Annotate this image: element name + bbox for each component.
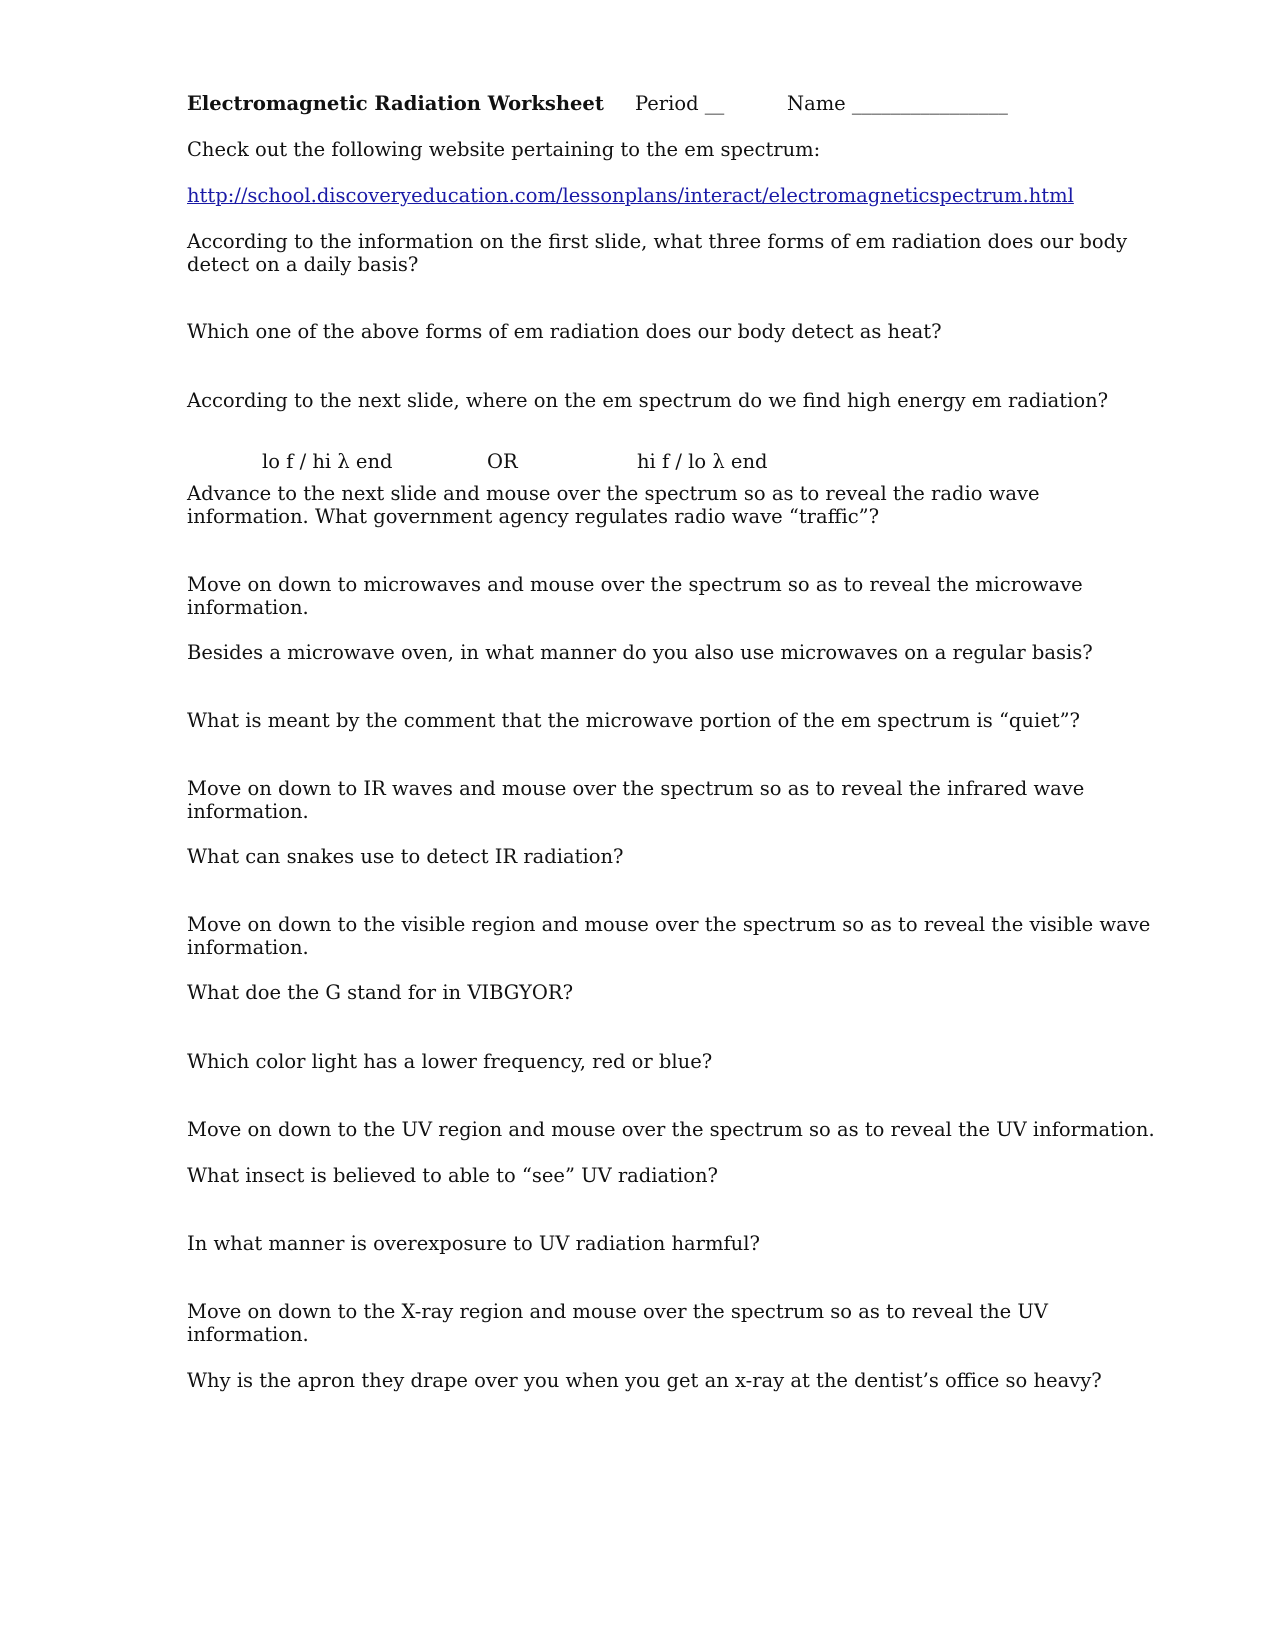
infrared-instruction-line-1: Move on down to IR waves and mouse over the spectrum so as to reveal the infrared wave — [187, 777, 1085, 800]
question-12: Why is the apron they drape over you when you get an x-ray at the dentist’s office so heavy? — [187, 1369, 1102, 1392]
microwave-instruction-line-2: information. — [187, 596, 309, 619]
question-11: In what manner is overexposure to UV radiation harmful? — [187, 1232, 760, 1255]
worksheet-header — [187, 92, 1087, 118]
intro-text: Check out the following website pertaining to the em spectrum: — [187, 138, 821, 161]
question-2: Which one of the above forms of em radiation does our body detect as heat? — [187, 320, 942, 343]
question-4-line-1: Advance to the next slide and mouse over the spectrum so as to reveal the radio wave — [187, 482, 1040, 505]
microwave-instruction-line-1: Move on down to microwaves and mouse over the spectrum so as to reveal the microwave — [187, 573, 1083, 596]
question-4-line-2: information. What government agency regulates radio wave “traffic”? — [187, 505, 880, 528]
uv-instruction: Move on down to the UV region and mouse over the spectrum so as to reveal the UV information. — [187, 1118, 1155, 1141]
choice-low-frequency: lo f / hi λ end — [262, 450, 393, 473]
question-6: What is meant by the comment that the microwave portion of the em spectrum is “quiet”? — [187, 709, 1081, 732]
visible-instruction-line-2: information. — [187, 936, 309, 959]
question-9: Which color light has a lower frequency, red or blue? — [187, 1050, 713, 1073]
spectrum-website-link[interactable]: http://school.discoveryeducation.com/lessonplans/interact/electromagneticspectrum.html — [187, 184, 1074, 207]
choice-high-frequency: hi f / lo λ end — [637, 450, 768, 473]
xray-instruction-line-1: Move on down to the X-ray region and mouse over the spectrum so as to reveal the UV — [187, 1300, 1048, 1323]
period-field: Period __ — [635, 92, 725, 115]
question-1-line-2: detect on a daily basis? — [187, 253, 419, 276]
choice-or: OR — [487, 450, 518, 473]
question-8: What doe the G stand for in VIBGYOR? — [187, 981, 574, 1004]
name-field: Name ________________ — [787, 92, 1008, 115]
question-10: What insect is believed to able to “see” UV radiation? — [187, 1164, 718, 1187]
question-7: What can snakes use to detect IR radiation? — [187, 845, 624, 868]
xray-instruction-line-2: information. — [187, 1323, 309, 1346]
question-1-line-1: According to the information on the first slide, what three forms of em radiation does our body — [187, 230, 1128, 253]
answer-choices — [187, 450, 887, 476]
infrared-instruction-line-2: information. — [187, 800, 309, 823]
worksheet-title: Electromagnetic Radiation Worksheet — [187, 92, 604, 115]
question-5: Besides a microwave oven, in what manner do you also use microwaves on a regular basis? — [187, 641, 1093, 664]
question-3: According to the next slide, where on the em spectrum do we find high energy em radiation? — [187, 389, 1109, 412]
visible-instruction-line-1: Move on down to the visible region and mouse over the spectrum so as to reveal the visible wave — [187, 913, 1151, 936]
